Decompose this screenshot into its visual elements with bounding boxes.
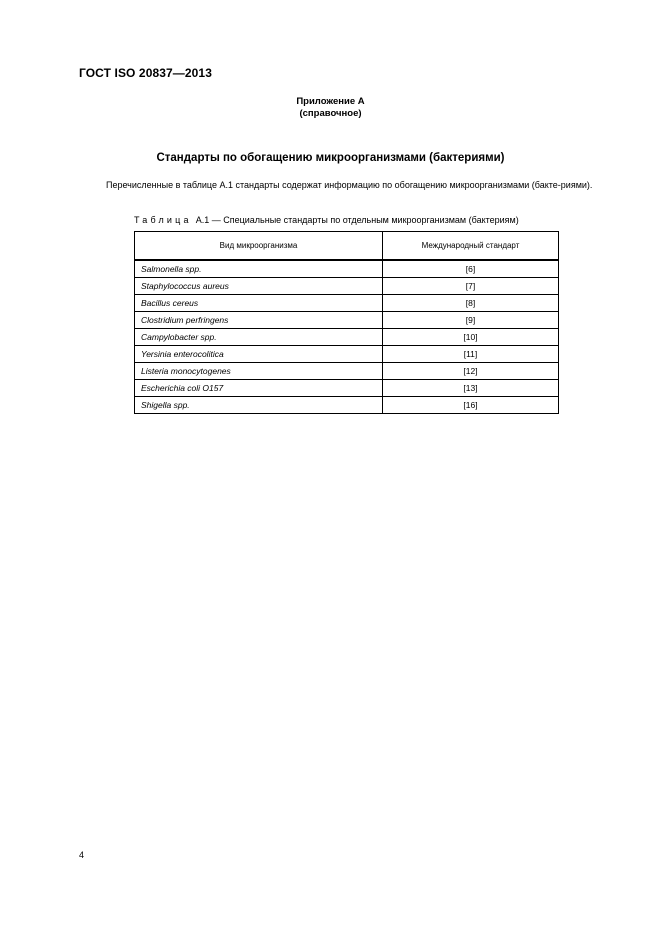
column-header-standard: Международный стандарт [383, 232, 559, 261]
standards-table [134, 231, 559, 414]
appendix-subtitle: (справочное) [299, 108, 362, 119]
table-row [135, 363, 559, 380]
table-caption-label: Таблица [134, 215, 192, 225]
table-caption-text: А.1 — Специальные стандарты по отдельным микроорганизмам (бактериям) [195, 215, 519, 225]
standard-cell: [7] [383, 278, 559, 295]
standard-cell: [16] [383, 397, 559, 414]
table-row [135, 380, 559, 397]
organism-cell: Bacillus cereus [135, 295, 383, 312]
organism-cell: Clostridium perfringens [135, 312, 383, 329]
table-row [135, 329, 559, 346]
table-row [135, 260, 559, 278]
table-row [135, 346, 559, 363]
table-header-row [135, 232, 559, 261]
standard-cell: [9] [383, 312, 559, 329]
appendix-title: Приложение А [296, 96, 365, 107]
organism-cell: Escherichia coli O157 [135, 380, 383, 397]
column-header-organism: Вид микроорганизма [135, 232, 383, 261]
table-caption [134, 215, 519, 225]
organism-cell: Campylobacter spp. [135, 329, 383, 346]
standard-cell: [8] [383, 295, 559, 312]
table-row [135, 295, 559, 312]
section-title: Стандарты по обогащению микроорганизмами (бактериями) [156, 152, 505, 164]
organism-cell: Shigella spp. [135, 397, 383, 414]
table-row [135, 312, 559, 329]
page-number: 4 [79, 850, 85, 860]
table-row [135, 278, 559, 295]
appendix-heading [0, 96, 661, 120]
organism-cell: Staphylococcus aureus [135, 278, 383, 295]
intro-paragraph: Перечисленные в таблице А.1 стандарты содержат информацию по обогащению микроорганизмами (бакте-риями). [106, 180, 593, 190]
standard-cell: [12] [383, 363, 559, 380]
standard-cell: [11] [383, 346, 559, 363]
organism-cell: Listeria monocytogenes [135, 363, 383, 380]
table-row [135, 397, 559, 414]
organism-cell: Salmonella spp. [135, 260, 383, 278]
document-code: ГОСТ ISO 20837—2013 [79, 66, 212, 80]
organism-cell: Yersinia enterocolitica [135, 346, 383, 363]
standard-cell: [13] [383, 380, 559, 397]
standard-cell: [10] [383, 329, 559, 346]
standard-cell: [6] [383, 260, 559, 278]
